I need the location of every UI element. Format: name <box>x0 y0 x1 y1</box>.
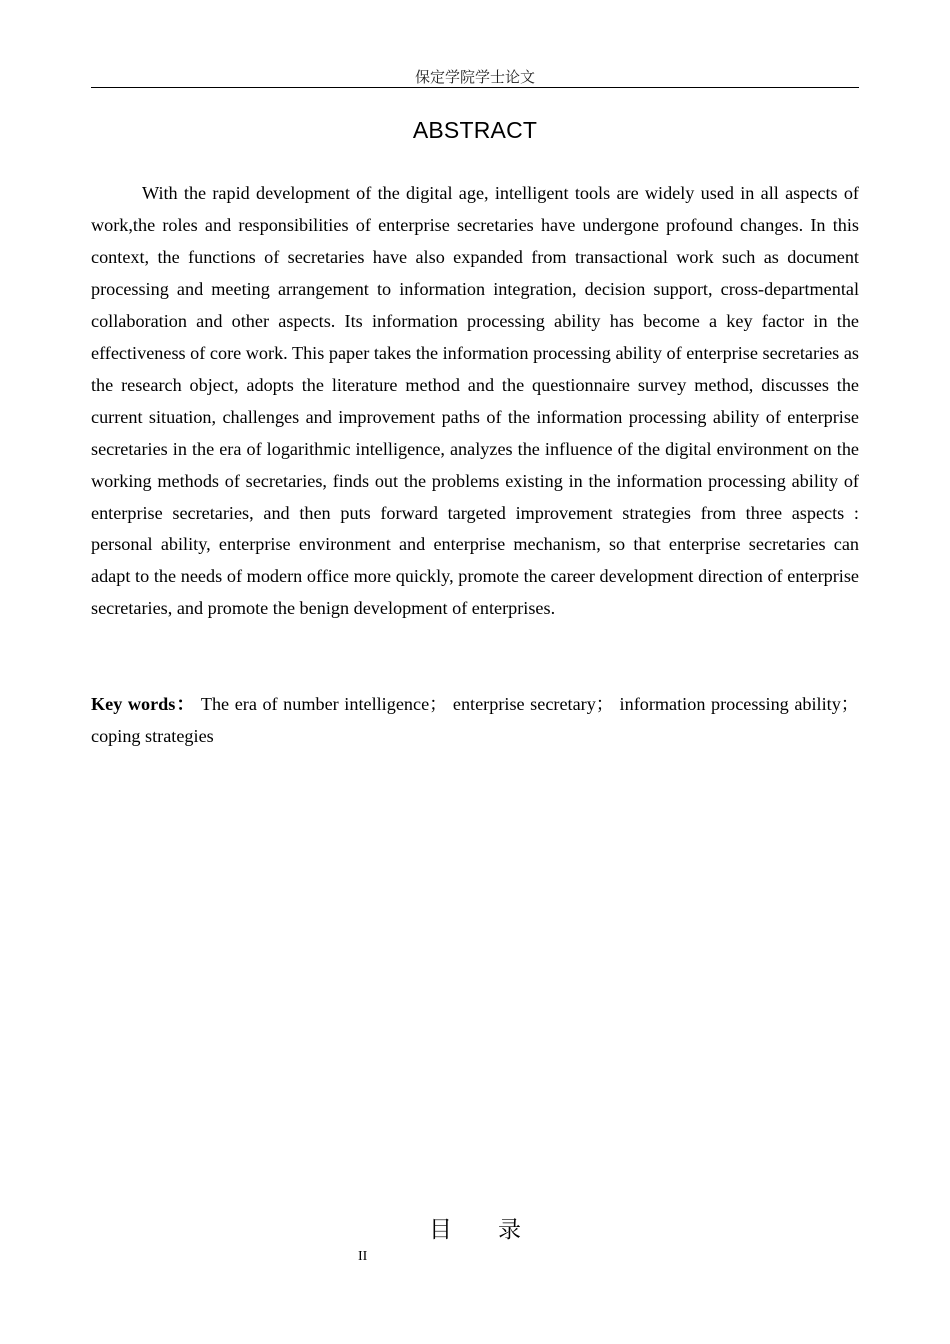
running-header: 保定学院学士论文 <box>414 70 535 86</box>
keywords-label: Key words： <box>91 694 196 714</box>
keywords-paragraph <box>91 689 859 753</box>
keywords-text: The era of number intelligence； enterprise secretary； information processing ability；coping strategies <box>91 694 859 746</box>
abstract-title: ABSTRACT <box>412 117 538 143</box>
page-number: II <box>358 1249 368 1264</box>
abstract-body: With the rapid development of the digital age, intelligent tools are widely used in all aspects of work,the roles and responsibilities of enterprise secretaries have undergone profound changes. In this context, the functions of secretaries have also expanded from transactional work such as document processing and meeting arrangement to information integration, decision support, cross-departmental collaboration and other aspects. Its information processing ability has become a key factor in the effectiveness of core work. This paper takes the information processing ability of enterprise secretaries as the research object, adopts the literature method and the questionnaire survey method, discusses the current situation, challenges and improvement paths of the information processing ability of enterprise secretaries in the era of logarithmic intelligence, analyzes the influence of the digital environment on the working methods of secretaries, finds out the problems existing in the information processing ability of enterprise secretaries, and then puts forward targeted improvement strategies from three aspects : personal ability, enterprise environment and enterprise mechanism, so that enterprise secretaries can adapt to the needs of modern office more quickly, promote the career development direction of enterprise secretaries, and promote the benign development of enterprises. <box>91 183 859 619</box>
toc-heading: 目录 <box>429 1217 567 1243</box>
header-divider <box>91 87 859 88</box>
